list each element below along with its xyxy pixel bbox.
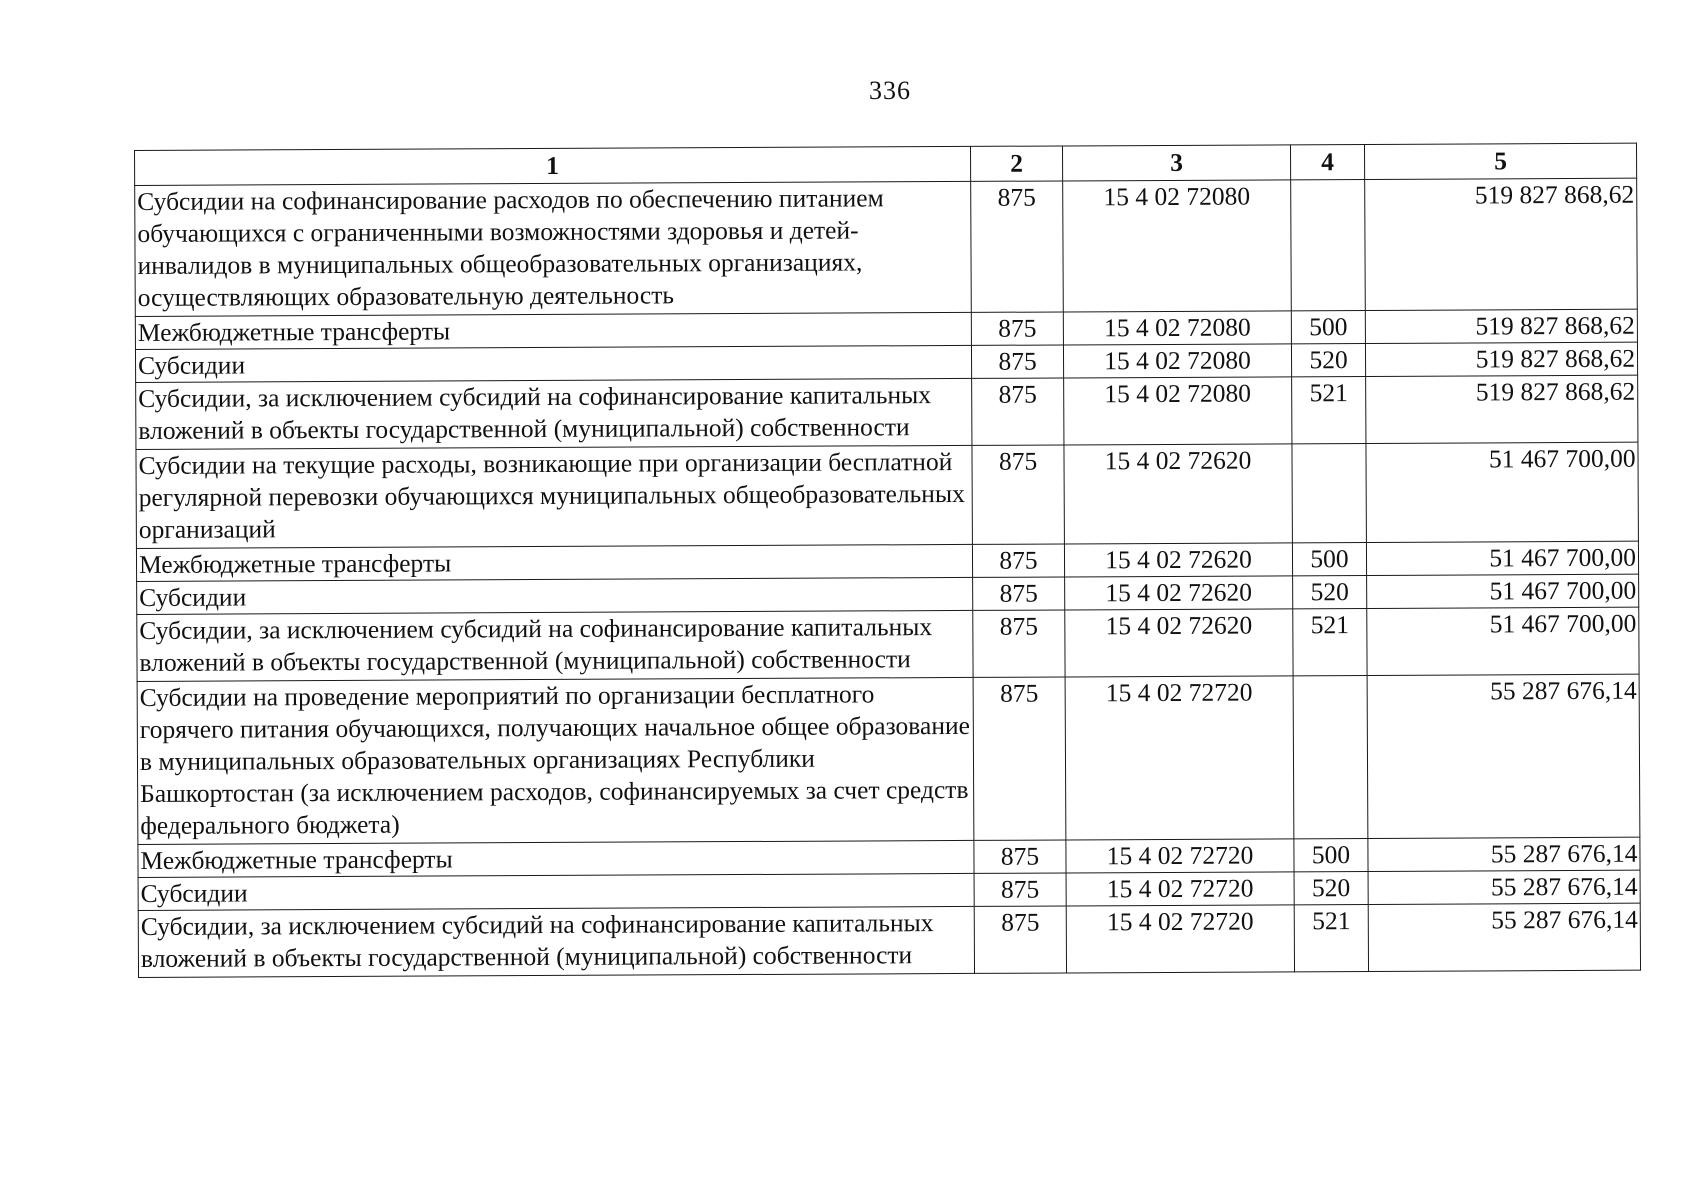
- row-ministry-code: 875: [972, 544, 1064, 577]
- row-ministry-code: 875: [973, 677, 1066, 840]
- row-name: Межбюджетные трансферты: [136, 544, 972, 581]
- row-amount: 55 287 676,14: [1368, 903, 1640, 971]
- row-expense-type: 520: [1291, 343, 1365, 376]
- row-name: Субсидии, за исключением субсидий на софинансирование капитальных вложений в объекты государственной (муниципальной) собственности: [137, 610, 973, 681]
- column-header-4: 4: [1290, 144, 1364, 179]
- column-header-2: 2: [970, 146, 1062, 181]
- row-amount: 51 467 700,00: [1366, 541, 1638, 575]
- row-name: Субсидии, за исключением субсидий на софинансирование капитальных вложений в объекты государственной (муниципальной) собственности: [138, 906, 974, 977]
- row-ministry-code: 875: [973, 610, 1065, 677]
- row-amount: 55 287 676,14: [1368, 870, 1640, 904]
- row-expense-type: 500: [1292, 542, 1366, 575]
- row-target-code: 15 4 02 72080: [1063, 311, 1291, 345]
- row-expense-type: 500: [1294, 838, 1368, 871]
- row-expense-type: [1292, 443, 1366, 542]
- row-name: Субсидии, за исключением субсидий на софинансирование капитальных вложений в объекты государственной (муниципальной) собственности: [136, 378, 972, 449]
- row-target-code: 15 4 02 72720: [1066, 905, 1294, 973]
- row-amount: 519 827 868,62: [1365, 309, 1637, 343]
- budget-table-container: [134, 143, 1640, 978]
- table-row: [136, 375, 1638, 449]
- table-row: [135, 178, 1638, 316]
- row-name: Субсидии на текущие расходы, возникающие при организации бесплатной регулярной перевозки обучающихся муниципальных общеобразовательных организаций: [136, 445, 972, 548]
- row-expense-type: 521: [1292, 376, 1366, 443]
- row-name: Субсидии: [135, 345, 971, 382]
- row-target-code: 15 4 02 72720: [1065, 676, 1294, 840]
- page-number: 336: [869, 76, 911, 105]
- table-row: [137, 674, 1640, 844]
- row-ministry-code: 875: [973, 577, 1065, 610]
- column-header-3: 3: [1062, 145, 1290, 181]
- row-ministry-code: 875: [974, 873, 1066, 906]
- row-expense-type: 520: [1293, 575, 1367, 608]
- row-ministry-code: 875: [974, 906, 1066, 973]
- row-amount: 51 467 700,00: [1367, 574, 1639, 608]
- row-expense-type: 521: [1294, 904, 1368, 971]
- row-name: Субсидии: [137, 577, 973, 614]
- row-amount: 51 467 700,00: [1366, 442, 1638, 542]
- row-target-code: 15 4 02 72080: [1064, 377, 1292, 445]
- table-row: [138, 903, 1640, 977]
- row-target-code: 15 4 02 72080: [1063, 344, 1291, 378]
- row-ministry-code: 875: [971, 181, 1064, 312]
- row-amount: 55 287 676,14: [1367, 674, 1640, 838]
- row-target-code: 15 4 02 72080: [1063, 180, 1292, 312]
- row-expense-type: 500: [1291, 310, 1365, 343]
- row-amount: 519 827 868,62: [1365, 178, 1638, 310]
- row-ministry-code: 875: [972, 445, 1064, 544]
- row-ministry-code: 875: [974, 840, 1066, 873]
- row-target-code: 15 4 02 72620: [1065, 609, 1293, 677]
- row-name: Межбюджетные трансферты: [135, 312, 971, 349]
- row-expense-type: 520: [1294, 871, 1368, 904]
- row-target-code: 15 4 02 72720: [1066, 872, 1294, 906]
- row-amount: 519 827 868,62: [1366, 375, 1638, 443]
- row-ministry-code: 875: [971, 345, 1063, 378]
- row-amount: 519 827 868,62: [1365, 342, 1637, 376]
- row-expense-type: 521: [1293, 608, 1367, 675]
- row-name: Межбюджетные трансферты: [138, 840, 974, 877]
- row-ministry-code: 875: [972, 378, 1064, 445]
- column-header-1: 1: [135, 146, 971, 185]
- row-expense-type: [1293, 675, 1368, 838]
- row-amount: 55 287 676,14: [1368, 837, 1640, 871]
- row-name: Субсидии на софинансирование расходов по обеспечению питанием обучающихся с ограниченными возможностями здоровья и детей-инвалидов в муниципальных общеобразовательных организациях, осуществляющих образовательную деятельность: [135, 181, 972, 316]
- row-ministry-code: 875: [971, 312, 1063, 345]
- row-target-code: 15 4 02 72620: [1064, 444, 1292, 544]
- row-target-code: 15 4 02 72720: [1066, 839, 1294, 873]
- row-name: Субсидии на проведение мероприятий по организации бесплатного горячего питания обучающихся, получающих начальное общее образование в муниципальных образовательных организациях Республики Башкортостан (за исключением расходов, софинансируемых за счет средств федерального бюджета): [137, 677, 974, 844]
- row-target-code: 15 4 02 72620: [1065, 576, 1293, 610]
- row-expense-type: [1291, 179, 1366, 310]
- row-target-code: 15 4 02 72620: [1064, 543, 1292, 577]
- row-name: Субсидии: [138, 873, 974, 910]
- table-row: [136, 442, 1638, 548]
- budget-table: [134, 143, 1641, 978]
- row-amount: 51 467 700,00: [1367, 607, 1639, 675]
- table-row: [137, 607, 1639, 681]
- column-header-5: 5: [1364, 143, 1636, 179]
